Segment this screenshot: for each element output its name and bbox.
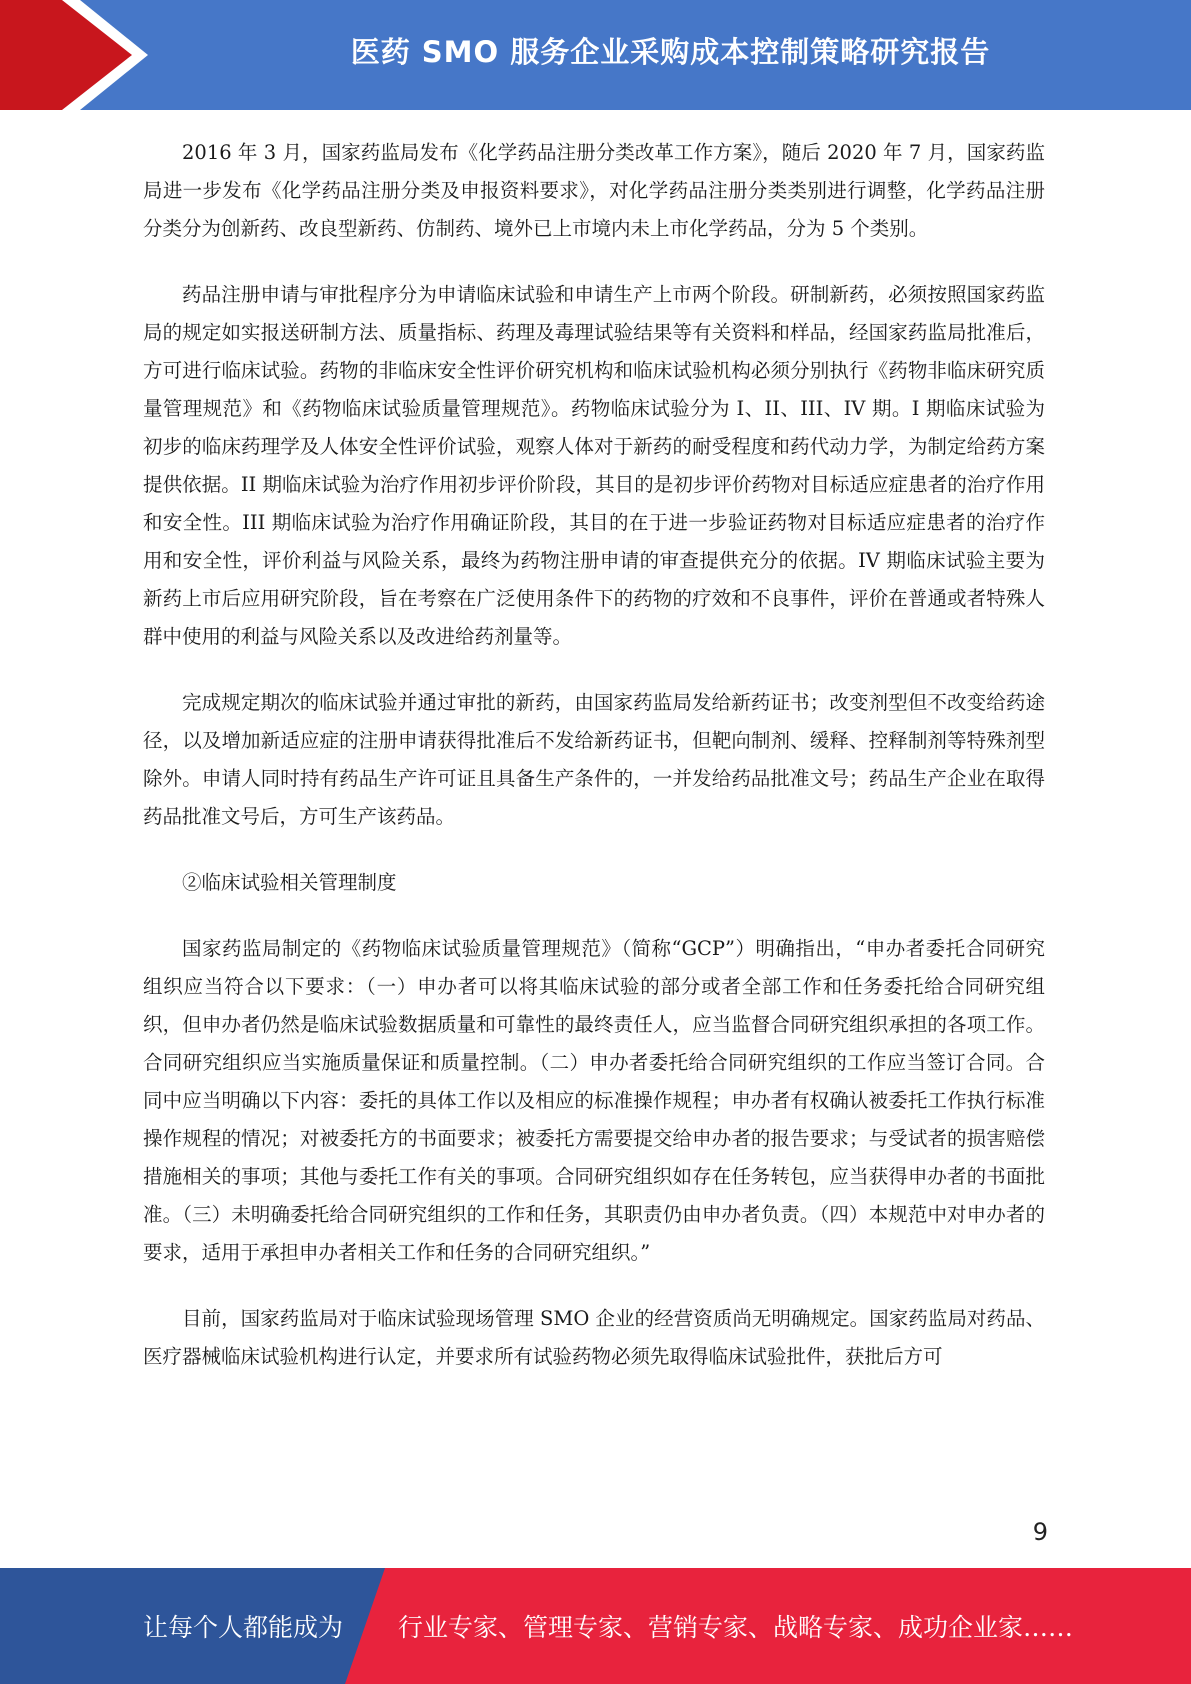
document-body: [143, 134, 1045, 1404]
paragraph: 完成规定期次的临床试验并通过审批的新药，由国家药监局发给新药证书；改变剂型但不改变给药途径，以及增加新适应症的注册申请获得批准后不发给新药证书，但靶向制剂、缓释、控释制剂等特殊剂型除外。申请人同时持有药品生产许可证且具备生产条件的，一并发给药品批准文号；药品生产企业在取得药品批准文号后，方可生产该药品。: [143, 691, 1045, 828]
page-footer: [0, 1568, 1191, 1684]
page-number: 9: [1032, 1518, 1048, 1546]
paragraph: 目前，国家药监局对于临床试验现场管理 SMO 企业的经营资质尚无明确规定。国家药监局对药品、医疗器械临床试验机构进行认定，并要求所有试验药物必须先取得临床试验批件，获批后方可: [143, 1307, 1045, 1368]
section-heading: ②临床试验相关管理制度: [182, 871, 397, 894]
footer-slogan-right: 行业专家、管理专家、营销专家、战略专家、成功企业家……: [398, 1613, 1074, 1642]
footer-slogan-left: 让每个人都能成为: [143, 1613, 344, 1642]
paragraph: 国家药监局制定的《药物临床试验质量管理规范》（简称“GCP”）明确指出，“申办者委托合同研究组织应当符合以下要求：（一）申办者可以将其临床试验的部分或者全部工作和任务委托给合同研究组织，但申办者仍然是临床试验数据质量和可靠性的最终责任人，应当监督合同研究组织承担的各项工作。合同研究组织应当实施质量保证和质量控制。（二）申办者委托给合同研究组织的工作应当签订合同。合同中应当明确以下内容：委托的具体工作以及相应的标准操作规程；申办者有权确认被委托工作执行标准操作规程的情况；对被委托方的书面要求；被委托方需要提交给申办者的报告要求；与受试者的损害赔偿措施相关的事项；其他与委托工作有关的事项。合同研究组织如存在任务转包，应当获得申办者的书面批准。（三）未明确委托给合同研究组织的工作和任务，其职责仍由申办者负责。（四）本规范中对申办者的要求，适用于承担申办者相关工作和任务的合同研究组织。”: [143, 937, 1045, 1264]
paragraph: 药品注册申请与审批程序分为申请临床试验和申请生产上市两个阶段。研制新药，必须按照国家药监局的规定如实报送研制方法、质量指标、药理及毒理试验结果等有关资料和样品，经国家药监局批准后，方可进行临床试验。药物的非临床安全性评价研究机构和临床试验机构必须分别执行《药物非临床研究质量管理规范》和《药物临床试验质量管理规范》。药物临床试验分为 I、II、III、IV 期。I 期临床试验为初步的临床药理学及人体安全性评价试验，观察人体对于新药的耐受程度和药代动力学，为制定给药方案提供依据。II 期临床试验为治疗作用初步评价阶段，其目的是初步评价药物对目标适应症患者的治疗作用和安全性。III 期临床试验为治疗作用确证阶段，其目的在于进一步验证药物对目标适应症患者的治疗作用和安全性，评价利益与风险关系，最终为药物注册申请的审查提供充分的依据。IV 期临床试验主要为新药上市后应用研究阶段，旨在考察在广泛使用条件下的药物的疗效和不良事件，评价在普通或者特殊人群中使用的利益与风险关系以及改进给药剂量等。: [143, 283, 1045, 648]
report-title: 医药 SMO 服务企业采购成本控制策略研究报告: [350, 34, 991, 69]
page-header: [0, 0, 1191, 110]
paragraph: 2016 年 3 月，国家药监局发布《化学药品注册分类改革工作方案》，随后 2020 年 7 月，国家药监局进一步发布《化学药品注册分类及申报资料要求》，对化学药品注册分类类别进行调整，化学药品注册分类分为创新药、改良型新药、仿制药、境外已上市境内未上市化学药品，分为 5 个类别。: [143, 141, 1045, 240]
